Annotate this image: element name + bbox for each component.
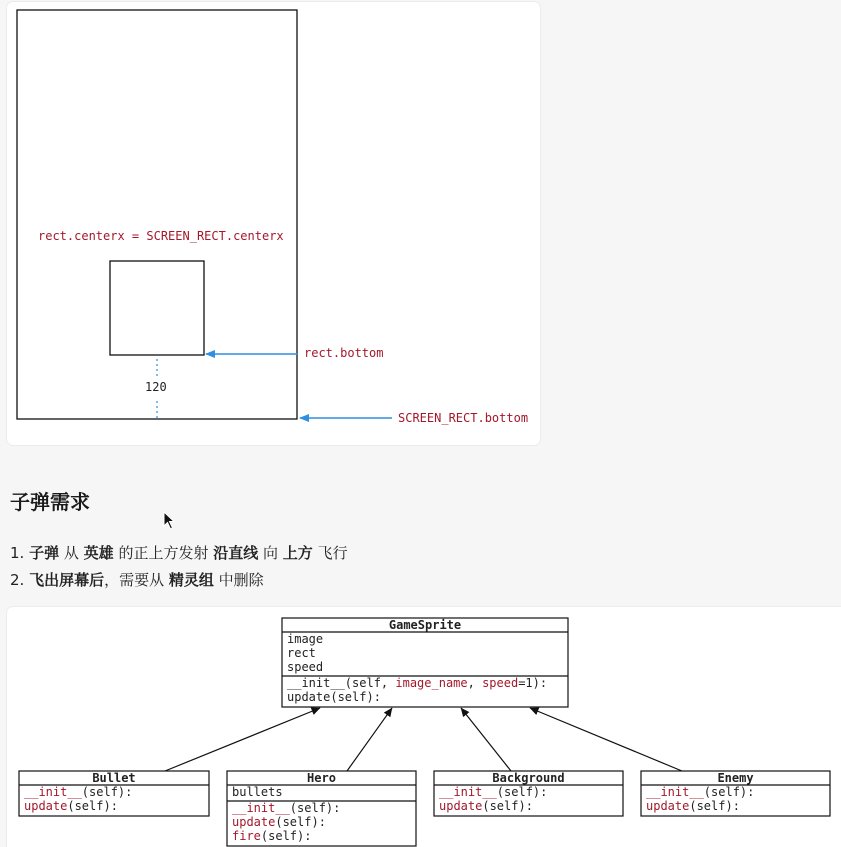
requirement-number: 1. (10, 544, 30, 562)
requirement-number: 2. (10, 571, 30, 589)
class-method (646, 785, 754, 799)
requirement-keyword: 上方 (282, 544, 313, 562)
method-segment: fire (232, 829, 261, 843)
requirement-keyword: 子弹 (29, 544, 60, 562)
class-name: Enemy (717, 771, 754, 785)
class-method (232, 801, 340, 815)
class-name: Bullet (92, 771, 136, 785)
class-attribute: image (287, 632, 324, 646)
method-segment: (self): (67, 799, 118, 813)
class-method (287, 690, 381, 704)
class-method (24, 785, 132, 799)
class-name: GameSprite (388, 618, 462, 632)
class-box-background (434, 771, 623, 816)
requirement-keyword: 英雄 (83, 544, 114, 562)
class-method (646, 799, 740, 813)
method-segment: (self): (81, 785, 133, 799)
requirement-text: 向 (258, 544, 283, 562)
class-box-hero (227, 771, 416, 846)
class-name: Background (492, 771, 565, 785)
centerx-label: rect.centerx = SCREEN_RECT.centerx (38, 229, 284, 243)
inheritance-arrow-enemy (530, 708, 682, 771)
method-segment: update (232, 815, 276, 829)
class-box-enemy (641, 771, 830, 816)
method-segment: __init__(self, (287, 676, 396, 690)
method-segment: update (646, 799, 690, 813)
requirement-text: 飞行 (312, 544, 348, 562)
method-segment: __init__ (24, 785, 82, 799)
method-segment: (self): (703, 785, 755, 799)
method-segment: speed (482, 676, 519, 690)
class-method (232, 815, 326, 829)
method-segment: __init__ (646, 785, 704, 799)
requirement-text: 的正上方发射 (113, 544, 214, 562)
class-attribute: speed (287, 660, 324, 674)
class-name: Hero (307, 771, 336, 785)
section-title: 子弹需求 (10, 490, 90, 514)
method-segment: update (439, 799, 483, 813)
method-segment: update (24, 799, 68, 813)
method-segment: update(self): (287, 690, 381, 704)
method-segment: (self): (496, 785, 548, 799)
inheritance-arrow-background (461, 708, 511, 771)
method-segment: (self): (275, 815, 326, 829)
requirement-text: ，需要从 (104, 571, 169, 589)
method-segment: (self): (289, 801, 341, 815)
class-method (287, 676, 547, 690)
method-segment: __init__ (439, 785, 497, 799)
distance-label: 120 (145, 380, 167, 394)
method-segment: __init__ (232, 801, 290, 815)
method-segment: image_name (395, 676, 468, 690)
class-method (439, 785, 547, 799)
method-segment: , (467, 676, 483, 690)
class-box-bullet (19, 771, 209, 816)
requirement-keyword: 沿直线 (213, 544, 259, 562)
class-attribute: bullets (232, 785, 283, 799)
class-method (232, 829, 311, 843)
requirement-text: 中删除 (213, 571, 264, 589)
class-box-gamesprite (282, 618, 568, 707)
inheritance-arrow-bullet (165, 708, 320, 771)
class-method (24, 799, 118, 813)
method-segment: (self): (689, 799, 740, 813)
rect-bottom-label: rect.bottom (304, 346, 384, 360)
class-method (439, 799, 533, 813)
method-segment: =1): (518, 676, 548, 690)
method-segment: (self): (482, 799, 533, 813)
requirement-keyword: 飞出屏幕后 (29, 571, 105, 589)
requirement-keyword: 精灵组 (168, 571, 214, 589)
requirement-text: 从 (59, 544, 84, 562)
inheritance-arrow-hero (347, 708, 392, 771)
screen-bottom-label: SCREEN_RECT.bottom (398, 411, 529, 425)
method-segment: (self): (260, 829, 312, 843)
class-attribute: rect (287, 646, 316, 660)
